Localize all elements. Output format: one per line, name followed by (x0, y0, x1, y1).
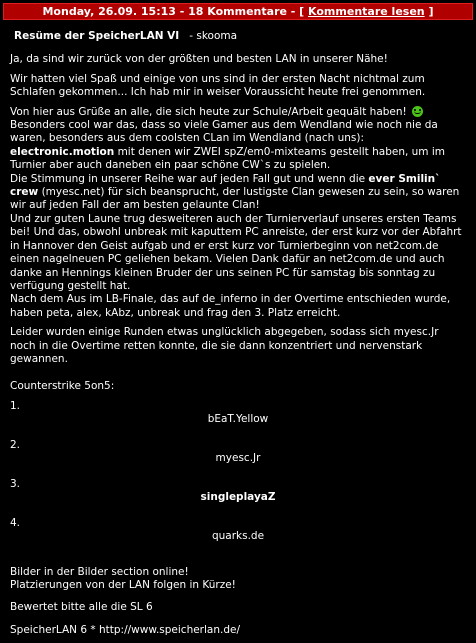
rank-number: 4. (10, 516, 21, 529)
rank-number: 2. (10, 438, 21, 451)
ranking-list (10, 400, 466, 556)
article-body (10, 30, 466, 643)
clan-electronic-motion: electronic.motion (10, 145, 115, 158)
ranking-entry-3 (10, 478, 466, 517)
rank-team-name: quarks.de (211, 529, 265, 542)
smiley-icon (412, 106, 423, 117)
ranking-title: Counterstrike 5on5: (10, 380, 115, 393)
header-bracket: ] (428, 5, 434, 18)
article-title-line: Resüme der SpeicherLAN VI - skooma (14, 30, 238, 42)
header-date-comments: Monday, 26.09. 15:13 - 18 Kommentare - [ (42, 5, 305, 18)
paragraph-2: Wir hatten viel Spaß und einige von uns sind in der ersten Nacht nichtmal zum Schlafen gekommen... Ich hab mir in weiser Voraussicht heute frei genommen. (10, 72, 426, 99)
rank-number: 1. (10, 399, 21, 412)
ranking-entry-4 (10, 517, 466, 556)
paragraph-3: Von hier aus Grüße an alle, die sich heute zur Schule/Arbeit gequält haben! Besonders cool war das, dass so viele Gamer aus dem Wendland wie noch nie da waren, besonders aus dem coolsten CLan im Wendland (nach uns): electronic.motion mit denen wir ZWEI spZ/em0-mixteams gestellt haben, um im Turnier aber auch daneben ein paar schöne CW`s zu spielen. Die Stimmung in unserer Reihe war auf jeden Fall gut und wenn die ever Smilin` crew (myesc.net) für sich beansprucht, der lustigste Clan gewesen zu sein, so waren wir auf jeden Fall der am besten gelaunte Clan! Und zur guten Laune trug desweiteren auch der Turnierverlauf unseres ersten Teams bei! Und das, obwohl unbreak mit kaputtem PC anreiste, der erst kurz vor der Abfahrt in Hannover den Geist aufgab und er erst kurz vor Turnierbeginn von net2com.de einen nagelneuen PC geliehen bekam. Vielen Dank dafür an net2com.de und auch danke an Hennings kleinen Bruder der uns seinen PC für samstag bis sonntag zu verfügung gestellt hat. Nach dem Aus im LB-Finale, das auf de_inferno in der Overtime entschieden wurde, haben peta, alex, kAbz, unbreak und frag den 3. Platz erreicht. (10, 105, 462, 319)
clan-ever-smilin: ever Smilin` crew (10, 172, 441, 199)
article-author: skooma (196, 30, 238, 42)
article-title: Resüme der SpeicherLAN VI (14, 30, 180, 42)
ranking-entry-2 (10, 439, 466, 478)
rank-team-name: myesc.Jr (215, 451, 261, 464)
rank-team-name: singleplayaZ (200, 490, 276, 503)
news-header-bar (3, 3, 473, 20)
rank-number: 3. (10, 477, 21, 490)
read-comments-link[interactable]: Kommentare lesen (308, 5, 425, 18)
event-url-line: SpeicherLAN 6 * http://www.speicherlan.de/ (10, 623, 241, 636)
paragraph-4: Leider wurden einige Runden etwas unglücklich abgegeben, sodass sich myesc.Jr noch in die Overtime retten konnte, die sie dann konzentriert und nervenstark gewannen. (10, 326, 439, 365)
ranking-entry-1 (10, 400, 466, 439)
rank-team-name: bEaT.Yellow (207, 412, 269, 425)
footer-notes: Bilder in der Bilder section online! Platzierungen von der LAN folgen in Kürze! (10, 565, 236, 592)
paragraph-1: Ja, da sind wir zurück von der größten und besten LAN in unserer Nähe! (10, 53, 388, 66)
rating-request: Bewertet bitte alle die SL 6 (10, 600, 153, 613)
